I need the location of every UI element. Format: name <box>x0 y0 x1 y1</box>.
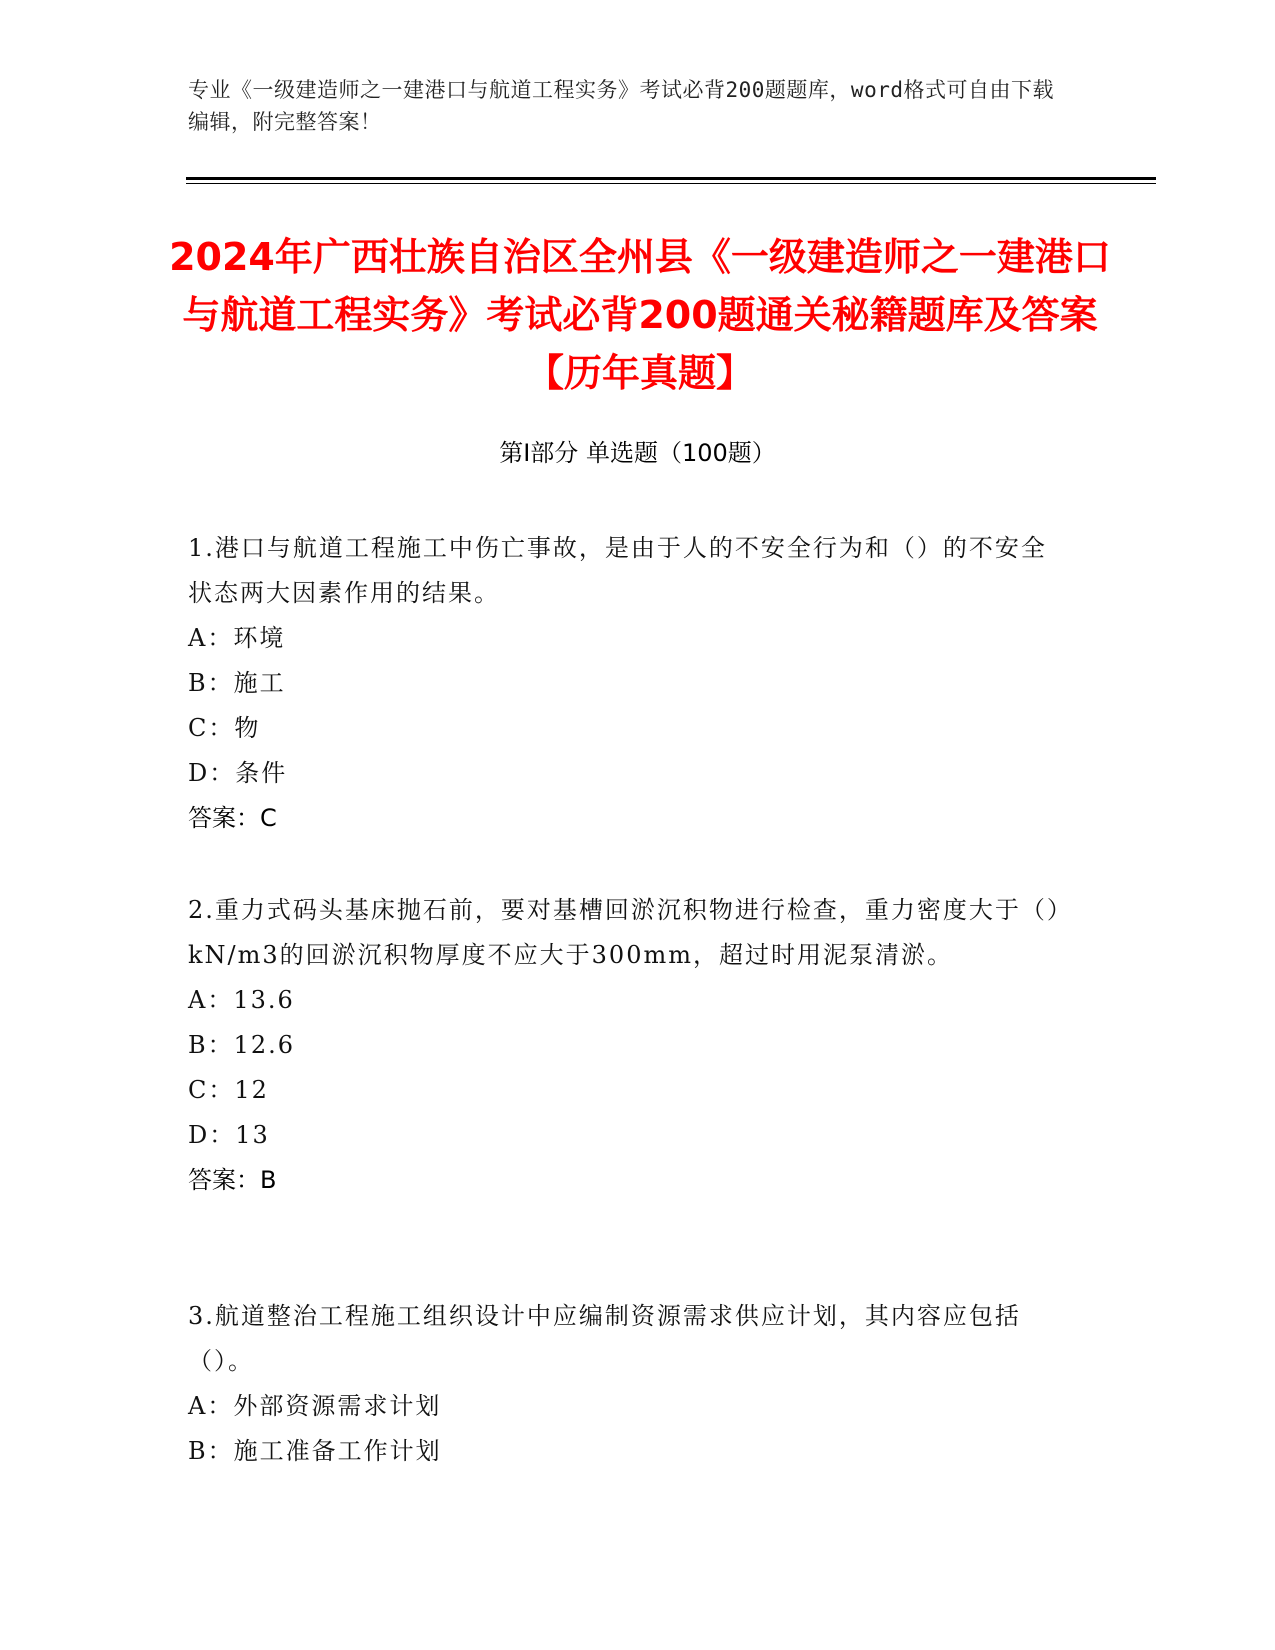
option-b: B：施工 <box>188 669 286 697</box>
header-divider-thick <box>186 177 1156 180</box>
answer-line: 答案：B <box>188 1166 277 1194</box>
question-stem: 2.重力式码头基床抛石前，要对基槽回淤沉积物进行检查，重力密度大于（）kN/m3的回淤沉积物厚度不应大于300mm，超过时用泥泵清淤。 <box>188 896 1061 969</box>
document-title: 2024年广西壮族自治区全州县《一级建造师之一建港口与航道工程实务》考试必背200题通关秘籍题库及答案【历年真题】 <box>169 235 1111 395</box>
question-stem: 3.航道整治工程施工组织设计中应编制资源需求供应计划，其内容应包括（）。 <box>188 1302 1021 1375</box>
option-c: C：12 <box>188 1076 269 1104</box>
question-item <box>188 1294 1068 1474</box>
option-a: A：外部资源需求计划 <box>188 1392 442 1420</box>
section-heading: 第I部分 单选题（100题） <box>499 439 776 467</box>
option-a: A：环境 <box>188 624 286 652</box>
answer-line: 答案：C <box>188 804 277 832</box>
header-divider-thin <box>186 183 1156 184</box>
question-item <box>188 888 1068 1203</box>
option-c: C：物 <box>188 714 261 742</box>
option-b: B：12.6 <box>188 1031 296 1059</box>
option-d: D：13 <box>188 1121 270 1149</box>
option-a: A：13.6 <box>188 986 295 1014</box>
question-stem: 1.港口与航道工程施工中伤亡事故，是由于人的不安全行为和（）的不安全状态两大因素作用的结果。 <box>188 534 1047 607</box>
option-b: B：施工准备工作计划 <box>188 1437 442 1465</box>
header-note: 专业《一级建造师之一建港口与航道工程实务》考试必背200题题库，word格式可自由下载编辑，附完整答案！ <box>188 78 1054 134</box>
option-d: D：条件 <box>188 759 288 787</box>
question-item <box>188 526 1068 841</box>
